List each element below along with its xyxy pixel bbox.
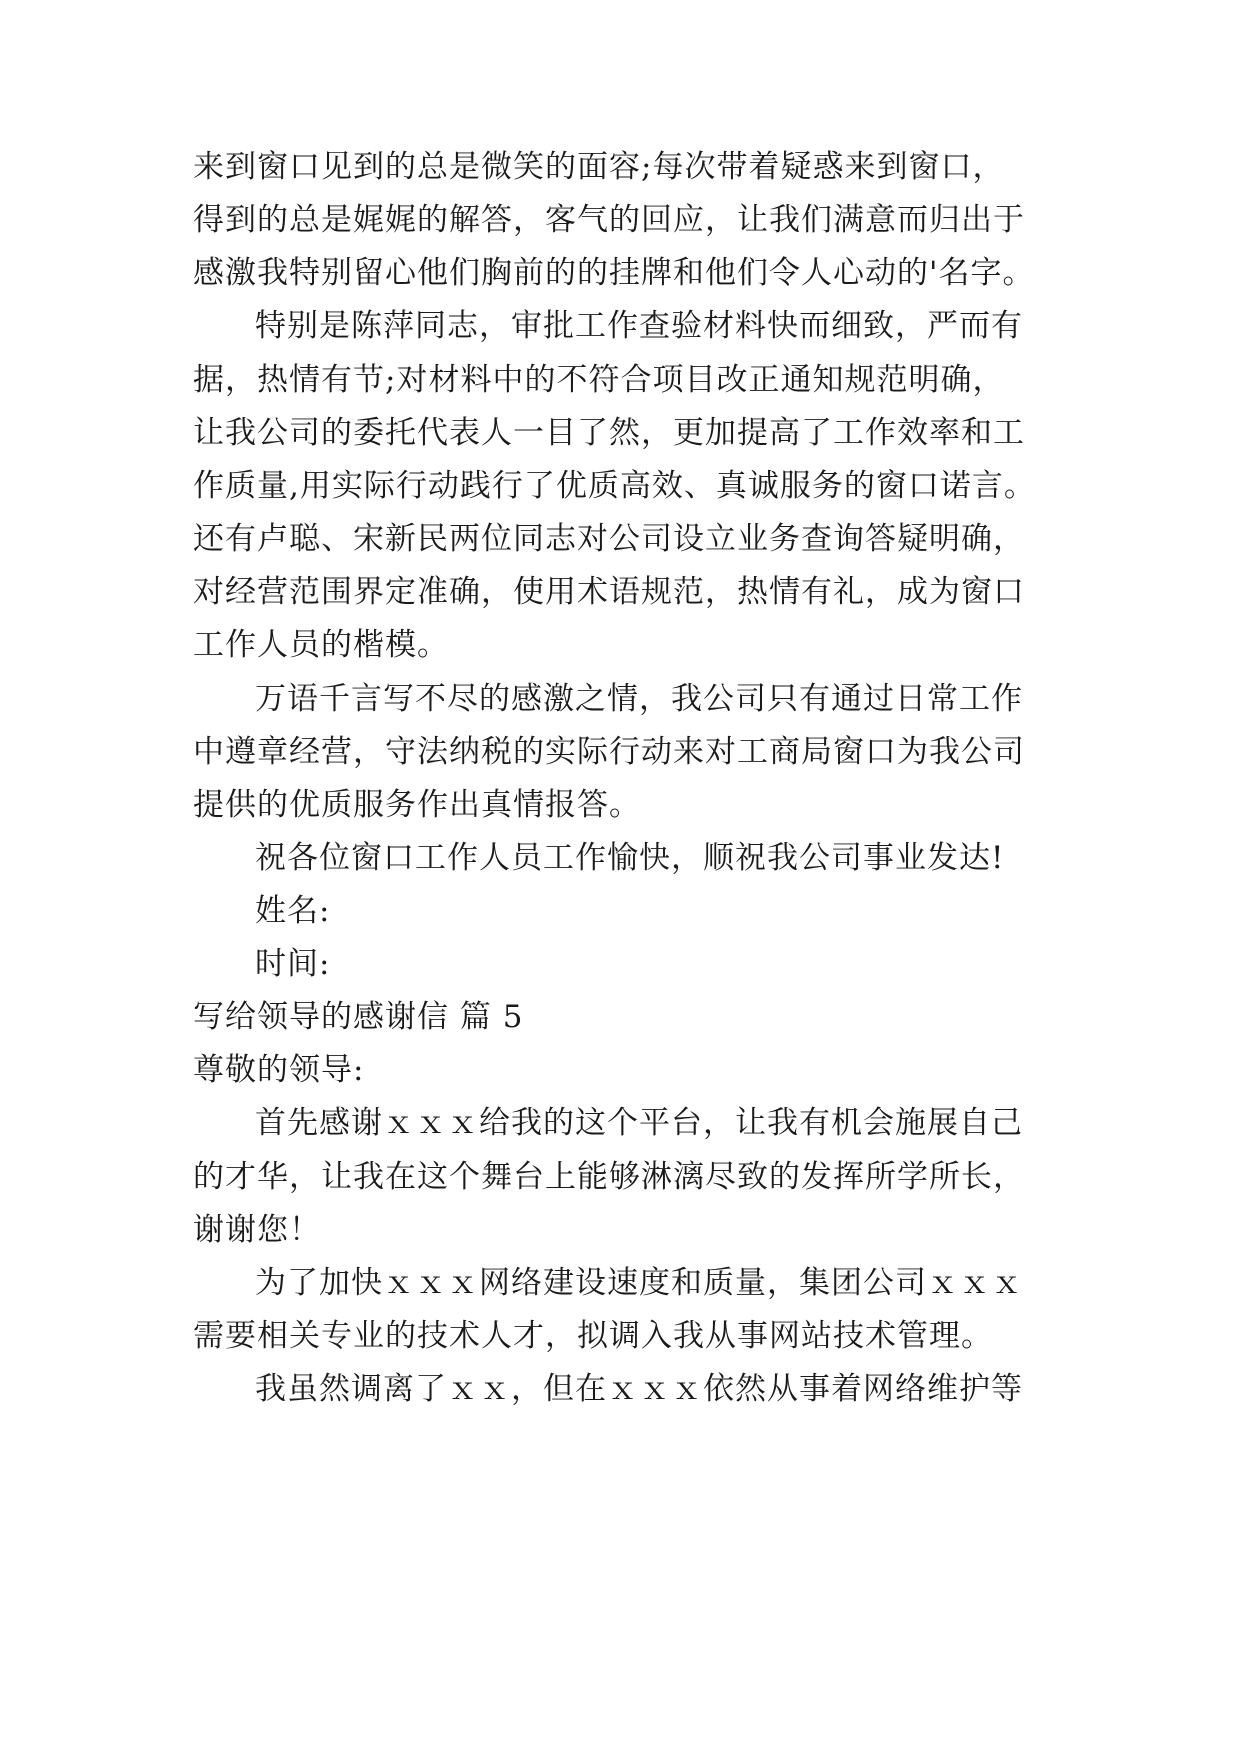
text-line: 来到窗口见到的总是微笑的面容;每次带着疑惑来到窗口， bbox=[193, 149, 1005, 185]
text-line: 提供的优质服务作出真情报答。 bbox=[193, 787, 641, 823]
paragraph-start-line: 首先感谢ｘｘｘ给我的这个平台，让我有机会施展自己 bbox=[255, 1105, 1023, 1141]
section-heading: 写给领导的感谢信 篇 5 bbox=[193, 999, 524, 1035]
text-line: 据，热情有节;对材料中的不符合项目改正通知规范明确， bbox=[193, 362, 1005, 398]
text-line: 工作人员的楷模。 bbox=[193, 627, 449, 663]
text-line: 对经营范围界定准确，使用术语规范，热情有礼，成为窗口 bbox=[193, 574, 1025, 610]
paragraph-start-line: 祝各位窗口工作人员工作愉快，顺祝我公司事业发达! bbox=[255, 840, 1005, 876]
text-line: 中遵章经营，守法纳税的实际行动来对工商局窗口为我公司 bbox=[193, 734, 1025, 770]
text-line: 作质量,用实际行动践行了优质高效、真诚服务的窗口诺言。 bbox=[193, 468, 1036, 504]
text-line: 需要相关专业的技术人才，拟调入我从事网站技术管理。 bbox=[193, 1318, 993, 1354]
text-line: 得到的总是娓娓的解答，客气的回应，让我们满意而归出于 bbox=[193, 202, 1025, 238]
signature-date-label: 时间: bbox=[255, 946, 331, 982]
text-line: 让我公司的委托代表人一目了然，更加提高了工作效率和工 bbox=[193, 415, 1025, 451]
paragraph-start-line: 我虽然调离了ｘｘ，但在ｘｘｘ依然从事着网络维护等 bbox=[255, 1371, 1023, 1407]
paragraph-start-line: 为了加快ｘｘｘ网络建设速度和质量，集团公司ｘｘｘ bbox=[255, 1265, 1023, 1301]
paragraph-start-line: 万语千言写不尽的感激之情，我公司只有通过日常工作 bbox=[255, 681, 1023, 717]
salutation: 尊敬的领导: bbox=[193, 1052, 365, 1088]
paragraph-start-line: 特别是陈萍同志，审批工作查验材料快而细致，严而有 bbox=[255, 308, 1023, 344]
text-line: 的才华，让我在这个舞台上能够淋漓尽致的发挥所学所长， bbox=[193, 1159, 1025, 1195]
signature-name-label: 姓名: bbox=[255, 893, 331, 929]
text-line: 谢谢您！ bbox=[193, 1212, 321, 1248]
text-line: 感激我特别留心他们胸前的的挂牌和他们令人心动的'名字。 bbox=[193, 255, 1035, 291]
text-line: 还有卢聪、宋新民两位同志对公司设立业务查询答疑明确， bbox=[193, 521, 1025, 557]
